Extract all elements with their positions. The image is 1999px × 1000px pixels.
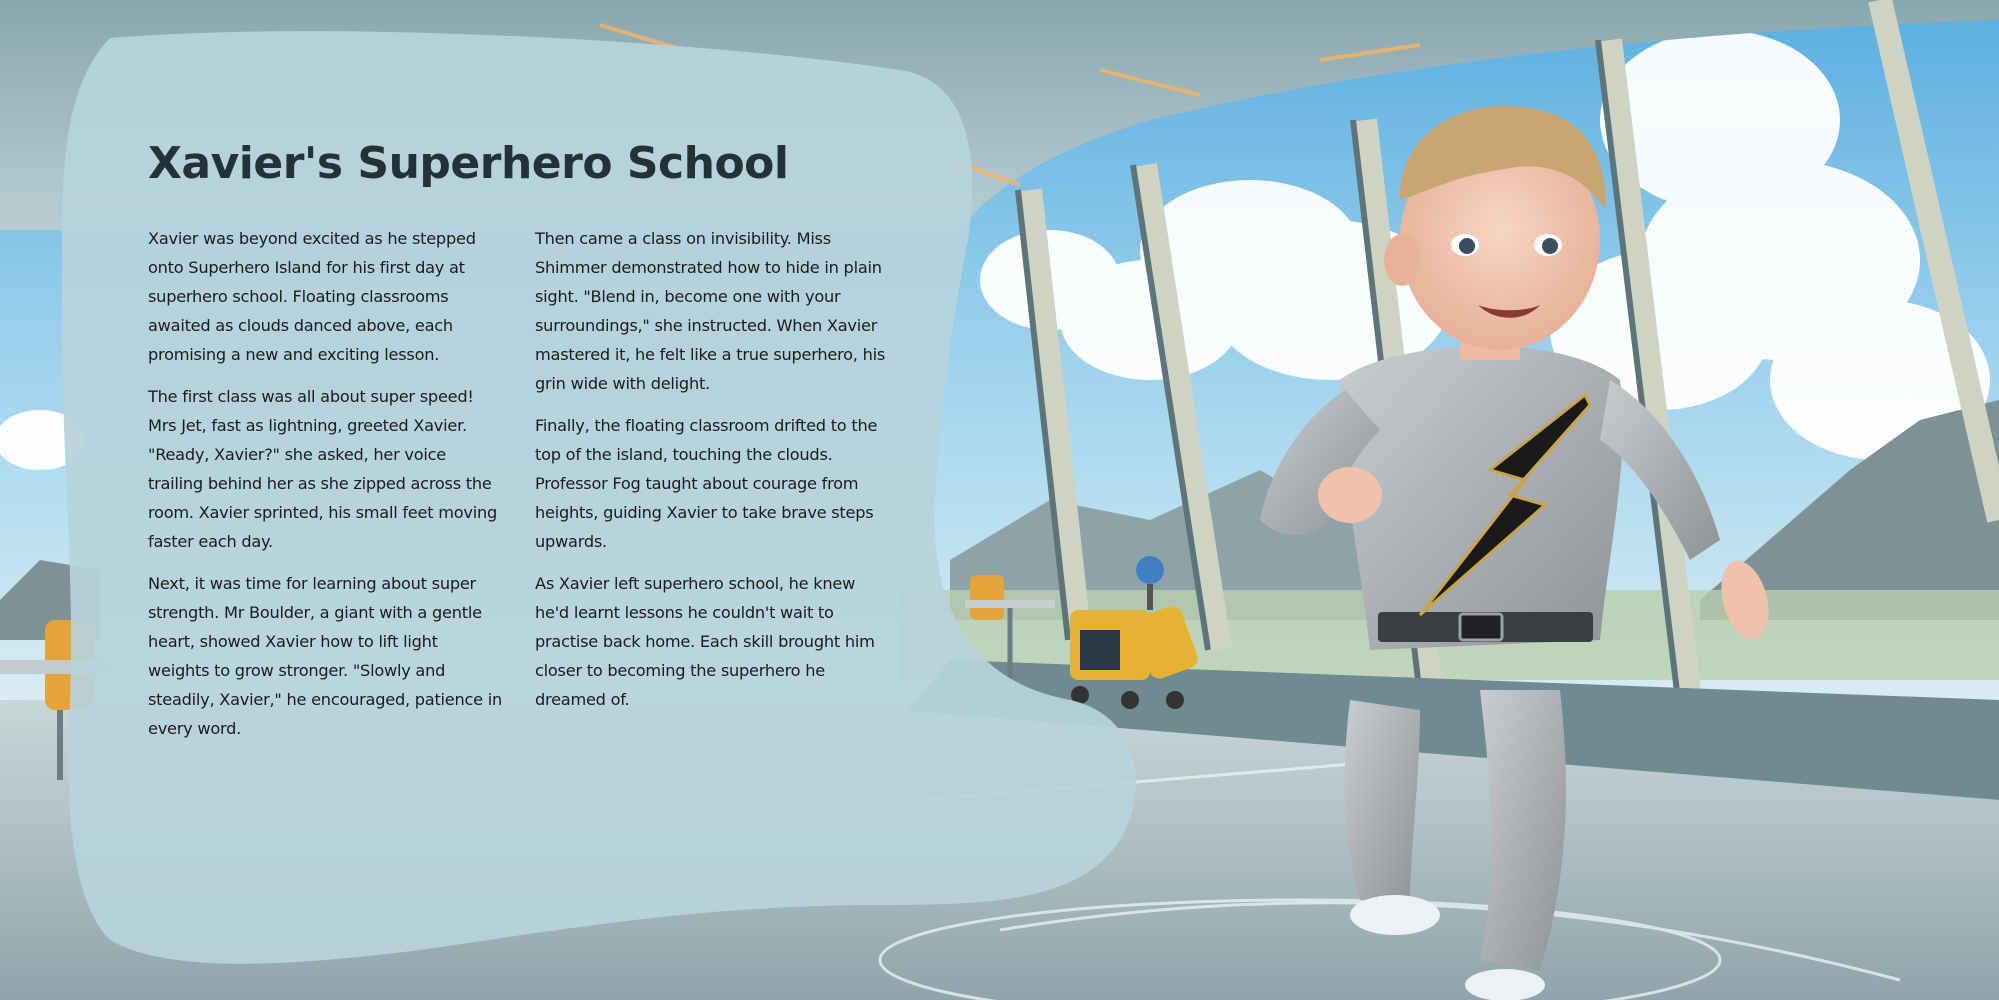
story-paragraph: Then came a class on invisibility. Miss Shimmer demonstrated how to hide in plain sight. "Blend in, become one with your surroundings," she instructed. When Xavier mastered it, he felt like a true superhero, his grin wide with delight.	[535, 229, 886, 393]
story-column-right	[535, 224, 890, 727]
story-paragraph: As Xavier left superhero school, he knew he'd learnt lessons he couldn't wait to practise back home. Each skill brought him closer to becoming the superhero he dreamed of.	[535, 574, 875, 709]
story-title: Xavier's Superhero School	[148, 138, 789, 189]
story-paragraph: The first class was all about super speed! Mrs Jet, fast as lightning, greeted Xavier. "Ready, Xavier?" she asked, her voice trailing behind her as she zipped across the room. Xavier sprinted, his small feet moving faster each day.	[148, 387, 497, 551]
story-column-left	[148, 224, 503, 756]
story-paragraph: Xavier was beyond excited as he stepped onto Superhero Island for his first day at superhero school. Floating classrooms awaited as clouds danced above, each promising a new and exciting lesson.	[148, 229, 476, 364]
story-paragraph: Finally, the floating classroom drifted to the top of the island, touching the clouds. Professor Fog taught about courage from heights, guiding Xavier to take brave steps upwards.	[535, 416, 878, 551]
story-paragraph: Next, it was time for learning about super strength. Mr Boulder, a giant with a gentle heart, showed Xavier how to lift light weights to grow stronger. "Slowly and steadily, Xavier," he encouraged, patience in every word.	[148, 574, 503, 738]
